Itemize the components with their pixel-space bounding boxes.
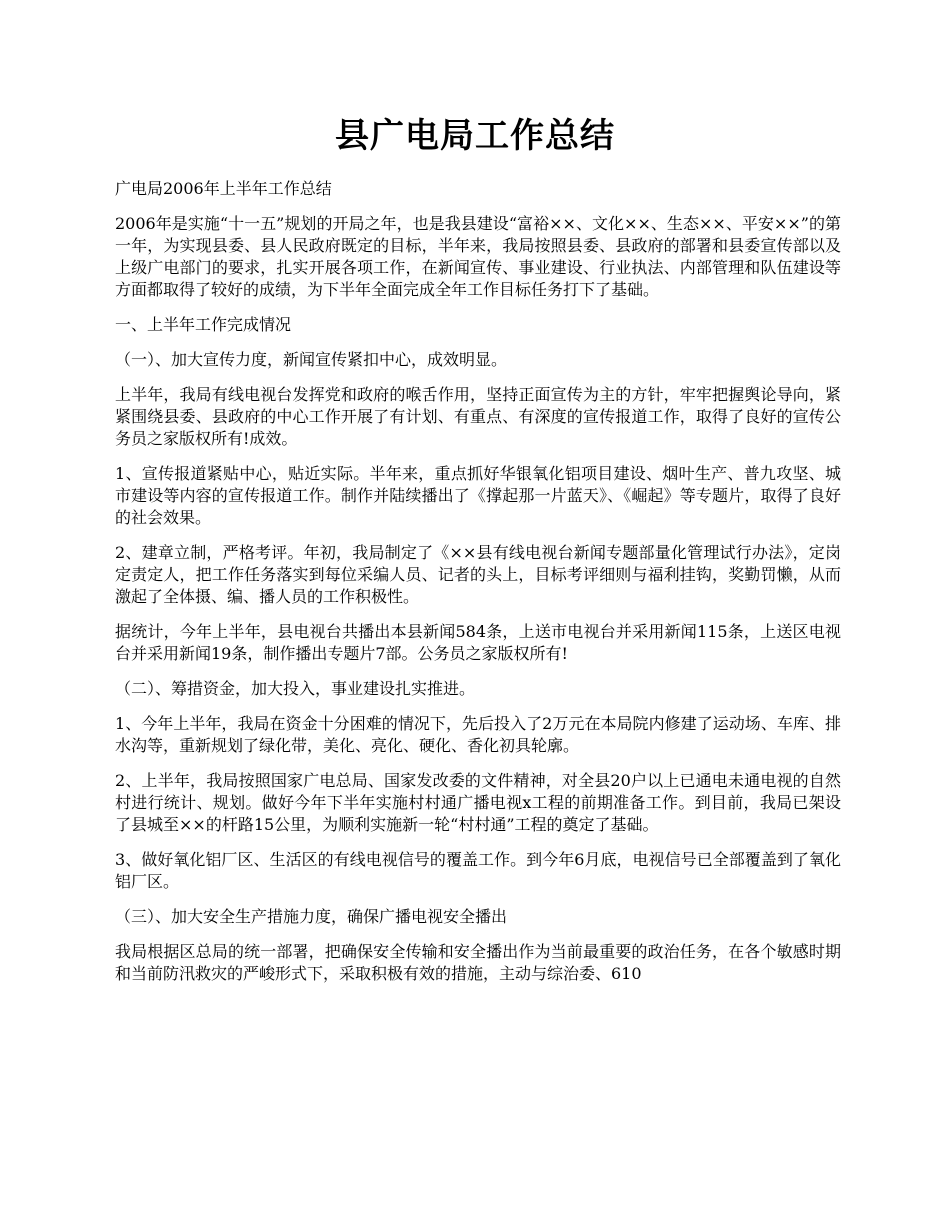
intro-paragraph: 2006年是实施“十一五”规划的开局之年，也是我县建设“富裕××、文化××、生态××、平安××”的第一年，为实现县委、县人民政府既定的目标，半年来，我局按照县委、县政府的部署和县委宣传部以及上级广电部门的要求，扎实开展各项工作，在新闻宣传、事业建设、行业执法、内部管理和队伍建设等方面都取得了较好的成绩，为下半年全面完成全年工作目标任务打下了基础。 (115, 214, 841, 299)
subsection-heading-1: （一）、加大宣传力度，新闻宣传紧扣中心，成效明显。 (115, 350, 508, 369)
body-paragraph: 3、做好氧化铝厂区、生活区的有线电视信号的覆盖工作。到今年6月底，电视信号已全部覆盖到了氧化铝厂区。 (115, 850, 841, 891)
document-body (115, 178, 841, 998)
body-paragraph: 1、宣传报道紧贴中心，贴近实际。半年来，重点抓好华银氧化铝项目建设、烟叶生产、普九攻坚、城市建设等内容的宣传报道工作。制作并陆续播出了《撑起那一片蓝天》、《崛起》等专题片，取得了良好的社会效果。 (115, 464, 841, 527)
body-paragraph: 据统计，今年上半年，县电视台共播出本县新闻584条，上送市电视台并采用新闻115条，上送区电视台并采用新闻19条，制作播出专题片7部。公务员之家版权所有! (115, 622, 841, 663)
document-title: 县广电局工作总结 (335, 116, 615, 156)
section-heading-1: 一、上半年工作完成情况 (115, 315, 292, 334)
body-paragraph: 2、建章立制，严格考评。年初，我局制定了《××县有线电视台新闻专题部量化管理试行办法》，定岗定责定人，把工作任务落实到每位采编人员、记者的头上，目标考评细则与福利挂钩，奖勤罚懒，从而激起了全体摄、编、播人员的工作积极性。 (115, 543, 841, 606)
subsection-heading-2: （二）、筹措资金，加大投入，事业建设扎实推进。 (115, 679, 476, 698)
body-paragraph: 我局根据区总局的统一部署，把确保安全传输和安全播出作为当前最重要的政治任务，在各个敏感时期和当前防汛救灾的严峻形式下，采取积极有效的措施，主动与综治委、610 (115, 942, 841, 983)
body-paragraph: 上半年，我局有线电视台发挥党和政府的喉舌作用，坚持正面宣传为主的方针，牢牢把握舆论导向，紧紧围绕县委、县政府的中心工作开展了有计划、有重点、有深度的宣传报道工作，取得了良好的宣传公务员之家版权所有!成效。 (115, 385, 841, 448)
body-paragraph: 1、今年上半年，我局在资金十分困难的情况下，先后投入了2万元在本局院内修建了运动场、车库、排水沟等，重新规划了绿化带，美化、亮化、硬化、香化初具轮廓。 (115, 714, 841, 755)
body-paragraph: 2、上半年，我局按照国家广电总局、国家发改委的文件精神，对全县20户以上已通电未通电视的自然村进行统计、规划。做好今年下半年实施村村通广播电视x工程的前期准备工作。到目前，我局已架设了县城至××的杆路15公里，为顺利实施新一轮“村村通”工程的奠定了基础。 (115, 771, 841, 834)
subsection-heading-3: （三）、加大安全生产措施力度，确保广播电视安全播出 (115, 907, 508, 926)
subtitle-paragraph: 广电局2006年上半年工作总结 (115, 179, 332, 198)
